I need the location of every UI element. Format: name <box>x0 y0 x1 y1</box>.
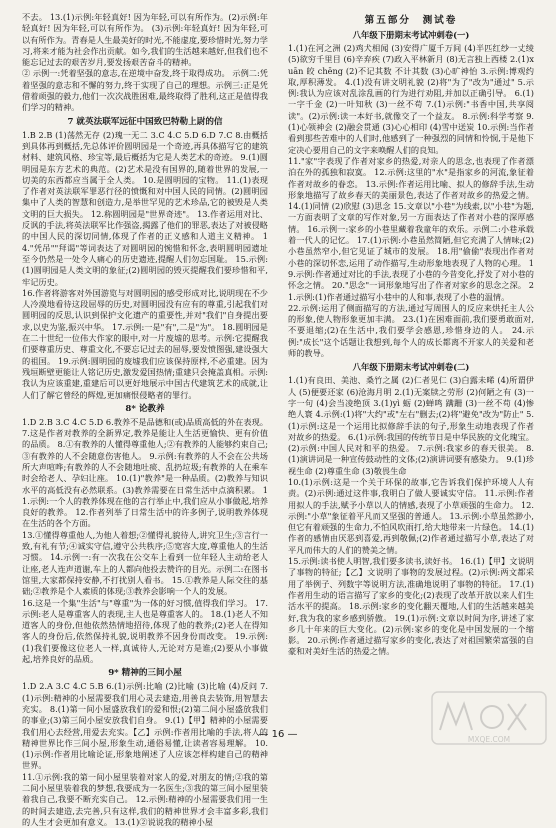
part-heading: 第五部分 测试卷 <box>364 15 458 26</box>
answer-paragraph: 1.D 2.A 3.C 4.C 5.B 6.(1)示例:比喻 (2)比喻 (3)比喻 (4)反问 7.(1)示例:精神的小屋需要我们用心灵去建造,用善良去装饰,用智慧去充实。 8.(1)第一间小屋盛放我们的爱和恨;(2)第二间小屋盛放我们的事业;(3)第三间小屋安放我们自身。 9.(1)【甲】精神的小屋需要我们用心去经营,用爱去充实。【乙】示例:作者用比喻的手法,将人的精神世界比作三间小屋,形象生动,通俗易懂,让读者容易理解。 10.(1)示例:作者用比喻论证,形象地阐述了人应该怎样构建自己的精神世界。 <box>22 681 268 771</box>
answer-paragraph: 16.这是一个集"生活"与"尊重"为一体的好习惯,值得我们学习。 17.示例:老人是尊重客人的表现,主人也是尊重客人的。 18.(1)老人不知道客人的身份,但他依然热情地招待,体现了他的教养;(2)老人在得知客人的身份后,依然保持礼貌,说明教养不因身份而改变。 19.示例:(1)我们要像这位老人一样,真诚待人,无论对方是谁;(2)要从小事做起,培养良好的品质。 <box>22 597 268 665</box>
answer-paragraph: 11."家"字表现了作者对家乡的热爱,对亲人的思念,也表现了作者漂泊在外的孤独和寂寞。 12.示例:这里的"水"是指家乡的河流,象征着作者对故乡的眷恋。 13.示例:作者运用比喻、拟人的修辞手法,生动形象地描写了故乡春天的美丽景色,表达了作者对故乡的热爱之情。 14.(1)同情 (2)欣慰 (3)思念 15.文章以"小巷"为线索,以"小巷"为题,一方面表明了文章的写作对象,另一方面表达了作者对小巷的深厚感情。 16.示例一:家乡的小巷里藏着我童年的欢乐。示例二:小巷承载着一代人的记忆。 17.(1)示例:小巷虽然简陋,但它充满了人情味;(2)小巷虽然窄小,但它见证了城市的发展。 18.用"偷偷"表现出作者对小巷的深切怀恋,运用了动作描写,生动形象地表现了人物的心理。 19.示例:作者通过对比的手法,表现了小巷的今昔变化,抒发了对小巷的怀念之情。 20."思念"一词形象地写出了作者对家乡的思念之深。 21.示例:(1)作者通过描写小巷中的人和事,表现了小巷的温情。 <box>288 155 534 302</box>
watermark-text: MXQE.COM <box>467 735 511 744</box>
watermark-logo <box>430 690 548 746</box>
answer-paragraph: 1.B 2.B (1)荡然无存 (2)瑰一无二 3.C 4.C 5.D 6.D 7.C 8.由概括到具体再到概括,先总体评价圆明园是一个奇迹,再具体描写它的建筑材料、建筑风格、珍宝等,最后概括为它是人类艺术的奇迹。 9.(1)圆明园是东方艺术的典范。(2)艺术是没有国界的,随着世界的发展,一切美的东西都应当属于全人类。 10.是圆明园的宝物。 11.(1)表现了作者对英法联军罪恶行径的愤慨和对中国人民的同情。(2)圆明园集中了人类的智慧和创造力,是举世罕见的艺术珍品,它的被毁是人类文明的巨大损失。 12.称圆明园是"世界奇迹"。 13.作者运用对比、反讽的手法,将英法联军比作强盗,揭露了他们的罪恶,表达了对被侵略的中国人民的深切同情,体现了作者的正义感和人道主义精神。 14."凭吊""拜谒"等词表达了对圆明园的惋惜和怀念,表明圆明园遗址至今仍然是一处令人痛心的历史遗迹,提醒人们勿忘国耻。 15.示例:(1)圆明园是人类文明的象征;(2)圆明园的毁灭提醒我们要珍惜和平,牢记历史。 <box>22 129 268 287</box>
answer-paragraph: 不去。 13.(1)示例:年轻真好! 因为年轻,可以有所作为。(2)示例:年轻真好! 因为年轻,可以有所作为。 (3)示例:年轻真好! 因为年轻,可以有所作为。青春是人生最美好的时光,不能虚度,要珍惜时光,努力学习,将来才能为社会作出贡献。如今,我们的生活越来越好,但我们也不能忘记过去的艰苦岁月,要发扬艰苦奋斗的精神。 <box>22 12 268 68</box>
page-number: — 16 — <box>258 729 298 740</box>
answer-paragraph: ② 示例一:凭着坚强的意志,在逆境中奋发,终于取得成功。 示例二:凭着坚强的意志和不懈的努力,终于实现了自己的理想。示例三:正是凭借着顽强的毅力,他们一次次战胜困难,最终取得了胜利,这正是值得我们学习的精神。 <box>22 68 268 113</box>
answer-paragraph: 11.①示例:我的第一间小屋里装着对家人的爱,对朋友的情;②我的第二间小屋里装着我的梦想,我要成为一名医生;③我的第三间小屋里装着我自己,我要不断充实自己。 12.示例:精神的小屋需要我们用一生的时间去建造,去完善,只有这样,我们的精神世界才会丰富多彩,我们的人生才会更加有意义。 13.(1)②说说我的精神小屋 <box>22 771 268 827</box>
answer-paragraph: 1.(1)有良田、美池、桑竹之属 (2)仁者见仁 (3)白露未晞 (4)所谓伊人 (5)便要还家 (6)沧海月明 2.(1)无案牍之劳形 (2)何陋之有 (3)一字一句 (4)会当凌绝顶 3.(1)yì 蛎 (2)蝉鸣 蹒跚 (3)一丝不苟 (4)惨绝人寰 4.示例:(1)将"大约"或"左右"删去;(2)将"避免"改为"防止" 5.(1)示例:这是一个运用比拟修辞手法的句子,形象生动地表现了作者对故乡的热爱。 6.(1)示例:我国的传统节日是中华民族的文化瑰宝。(2)示例:中国人民对和平的热爱。 7.示例:我家乡的春天很美。 8.(1)演讲词是一种宣传鼓动性的文体;(2)演讲词要有感染力。 9.(1)珍视生命 (2)尊重生命 (3)敬畏生命 <box>288 375 534 476</box>
answer-paragraph: 13.①懂得尊重他人,为他人着想;②懂得礼貌待人,讲究卫生;③言行一致,有礼有节;④诚实守信,遵守公共秩序;⑤宽容大度,尊重他人的生活习惯。 14.示例一:有一次我在公交车上看到一位年轻人主动给老人让座,老人连声道谢,车上的人都向他投去赞许的目光。示例二:在图书馆里,大家都保持安静,不打扰别人看书。 15.①教养是人际交往的基础;②教养是个人素质的体现;③教养会影响一个人的发展。 <box>22 529 268 597</box>
answer-paragraph: 1.(1)在河之洲 (2)鸡犬相闻 (3)安得广厦千万间 (4)半匹红纱一丈绫 (5)欲穷千里目 (6)辛弃疾 (7)政入平林新月 (8)无言独上西楼 2.(1)xuān 皎 chēng (2)不记其数 不计其数 (3)心旷神怡 3.示例:博观约取,厚积薄发。 4.(1)没有讲文明礼貌 (2)将"为了"改为"通过" 5.示例:我认为应该对乱涂乱画的行为进行劝阻,并加以正确引导。 6.(1)一字千金 (2)一叶知秋 (3)一丝不苟 7.(1)示例:"书香中国,共享阅读"。(2)示例:读一本好书,就像交了一个益友。 8.示例:科学考察 9.(1)心领神会 (2)融会贯通 (3)心心相印 (4)雪中送炭 10.示例:当作者看到那些苦难中的人们时,他感到了一种强烈的同情和怜悯,于是他下定决心要用自己的文字来唤醒人们的良知。 <box>288 43 534 155</box>
section-heading: 9* 精神的三间小屋 <box>108 668 182 679</box>
answer-paragraph: 1.D 2.B 3.C 4.C 5.D 6.教养不是品德和(或)品质高低的外在表现。 7.这是作者对教养的全新界定,教养是能让人生活更愉快、更有价值的品质。 8.①有教养的人懂得尊重他人;②有教养的人能够约束自己;③有教养的人不会随意伤害他人。 9.示例:有教养的人不会在公共场所大声喧哗;有教养的人不会随地吐痰、乱扔垃圾;有教养的人在乘车时会给老人、孕妇让座。 10.(1)"教养"是一种品质。(2)教养与知识水平的高低没有必然联系。(3)教养需要在日常生活中点滴积累。 11.示例:一个人的教养体现在他的言行举止中,我们应从小事做起,培养良好的教养。 12.作者列举了日常生活中的许多例子,说明教养体现在生活的各个方面。 <box>22 416 268 529</box>
section-heading: 8* 论教养 <box>125 403 165 414</box>
answer-paragraph: 16.作者将游客对外国游览与对圆明园的感受形成对比,说明现在不少人冷漠地看待这段屈辱的历史,对圆明园没有应有的尊重,引起我们对圆明园的反思,认识到保护文化遗产的重要性,并对"我们"自身提出要求,以史为鉴,振兴中华。 17.示例:一是"有",二是"为"。 18.圆明园是在二十世纪一位伟大作家的眼中,对一片废墟的思考。示例:它提醒我们要尊重历史、尊重文化,不要忘记过去的屈辱,要发愤图强,建设强大的祖国。 19.示例:圆明园的废墟我们应该保持原样,不必重建。因为残垣断壁更能让人铭记历史,激发爱国热情;重建只会掩盖真相。示例:我认为应该重建,重建后可以更好地展示中国古代建筑艺术的成就,让人们了解它曾经的辉煌,更加痛恨侵略者的罪行。 <box>22 287 268 400</box>
answer-paragraph: 22.示例:运用了侧面描写的方法,通过写周围人的反应来烘托主人公的形象,使人物形象更加丰满。 23.(1)在困难面前,我们要勇敢面对,不要退缩;(2)在生活中,我们要学会感恩,珍惜身边的人。 24.示例:"成长"这个话题让我想到,每个人的成长都离不开家人的关爱和老师的教导。 <box>288 302 534 359</box>
answer-paragraph: 15.示例:读书使人明智,我们要多读书,读好书。 16.(1)【甲】文说明了事物的特征;【乙】文说明了事物的发展过程。(2)示例:两文都采用了举例子、列数字等说明方法,准确地说明了事物的特征。 17.(1)作者用生动的语言描写了家乡的变化;(2)表现了改革开放以来人们生活水平的提高。 18.示例:家乡的变化翻天覆地,人们的生活越来越美好,我为我的家乡感到骄傲。 19.(1)示例:文章以时间为序,讲述了家乡几十年来的巨大变化。(2)示例:家乡的变化是中国发展的一个缩影。 20.示例:作者通过描写家乡的变化,表达了对祖国繁荣富强的自豪和对美好生活的热爱之情。 <box>288 556 534 657</box>
answer-paragraph: 10.(1)示例:这是一个关于环保的故事,它告诉我们保护环境人人有责。(2)示例:通过这件事,我明白了做人要诚实守信。 11.示例:作者用拟人的手法,赋予小草以人的情感,表现了小草顽强的生命力。 12.示例:"小草"象征着平凡而又坚强的普通人。 13.示例:小草虽然渺小,但它有着顽强的生命力,不怕风吹雨打,给大地带来一片绿色。 14.(1)作者的感情由厌恶到喜爱,再到敬佩;(2)作者通过描写小草,表达了对平凡而伟大的人们的赞美之情。 <box>288 476 534 555</box>
test-heading: 八年级下册期末考试冲刺卷(一) <box>352 30 470 40</box>
left-column <box>22 12 268 827</box>
test-heading: 八年级下册期末考试冲刺卷(二) <box>352 362 470 373</box>
section-heading: 7 就英法联军远征中国致巴特勒上尉的信 <box>67 116 223 127</box>
right-column <box>288 12 534 724</box>
